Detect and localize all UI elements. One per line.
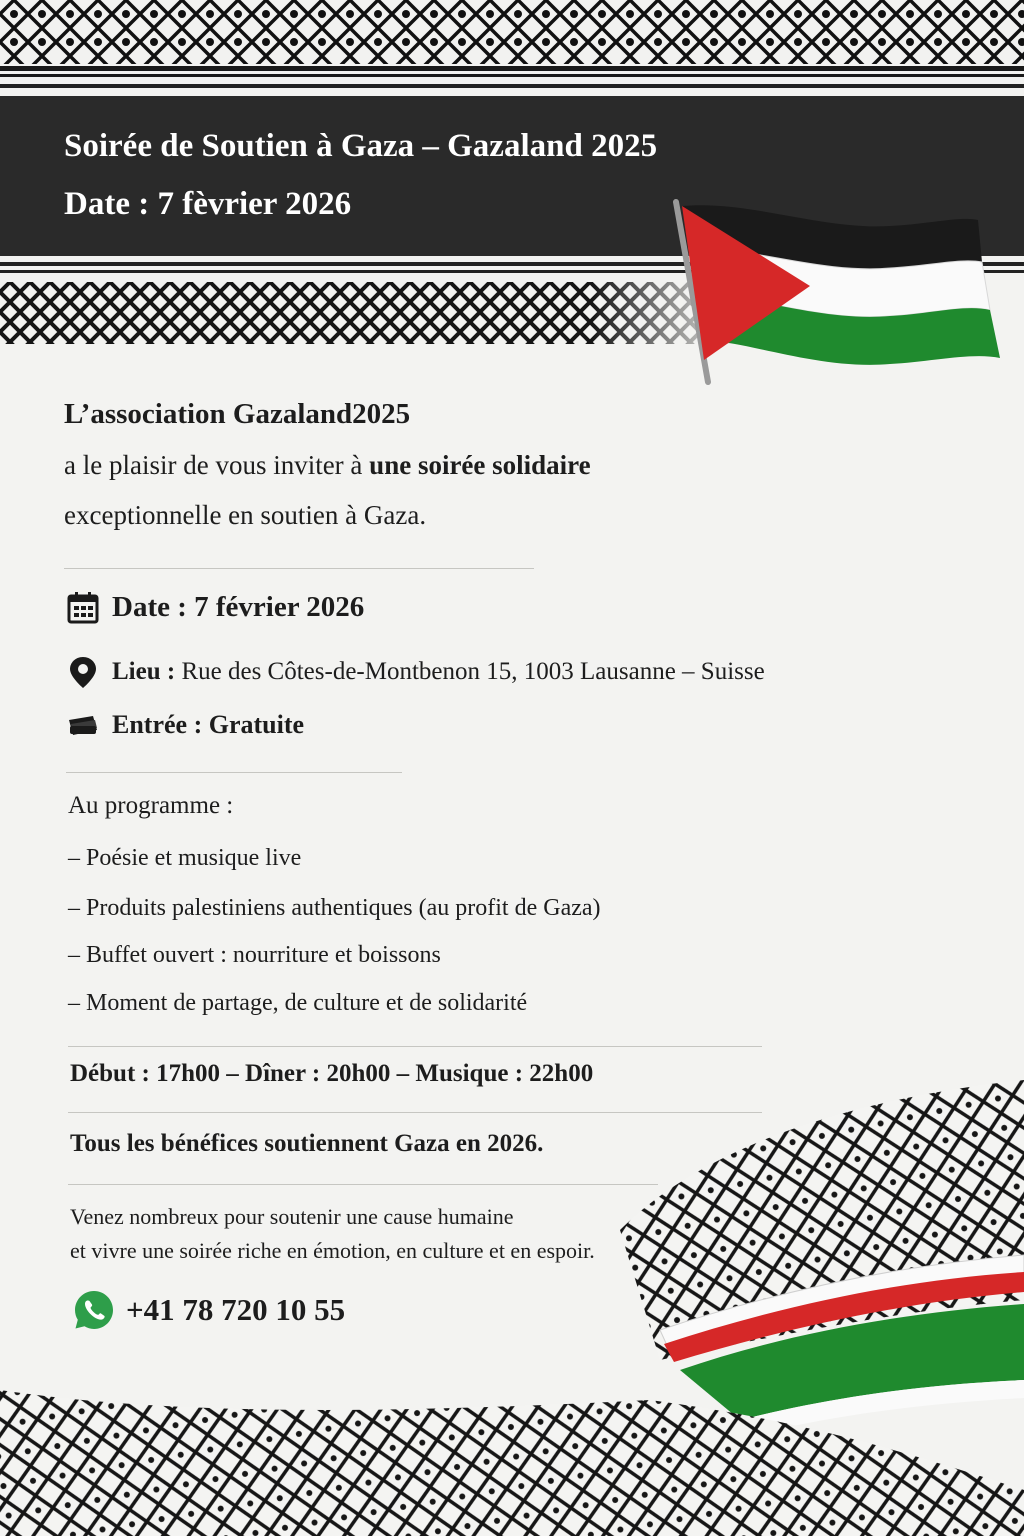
event-title: Soirée de Soutien à Gaza – Gazaland 2025 <box>64 128 658 164</box>
entry-info: Entrée : Gratuite <box>112 710 305 739</box>
intro-emphasis: une soirée solidaire <box>369 450 591 480</box>
place-label: Lieu : <box>112 658 176 685</box>
place-value: Rue des Côtes-de-Montbenon 15, 1003 Lausanne – Suisse <box>181 658 765 685</box>
calendar-icon <box>66 590 100 624</box>
divider <box>66 772 402 773</box>
benefit-note: Tous les bénéfices soutiennent Gaza en 2026. <box>70 1130 544 1157</box>
intro-line: exceptionnelle en soutien à Gaza. <box>64 500 427 530</box>
stripe <box>0 84 1024 88</box>
info-date-row <box>66 590 364 624</box>
palestine-flag-image <box>660 190 1020 400</box>
closing-line: et vivre une soirée riche en émotion, en culture et en espoir. <box>70 1238 595 1263</box>
map-pin-icon <box>66 655 100 689</box>
keffiyeh-pattern-bottom <box>0 1380 1024 1536</box>
program-item: – Produits palestiniens authentiques (au profit de Gaza) <box>68 895 601 921</box>
intro-line <box>64 450 591 481</box>
ticket-icon <box>66 708 100 742</box>
keffiyeh-pattern-top <box>0 0 1024 80</box>
event-date: Date : 7 février 2026 <box>112 590 365 623</box>
contact-phone-row[interactable] <box>72 1288 345 1332</box>
closing-line: Venez nombreux pour soutenir une cause humaine <box>70 1204 514 1229</box>
divider <box>64 568 534 569</box>
program-item: – Buffet ouvert : nourriture et boissons <box>68 942 441 968</box>
keffiyeh-pattern-mid <box>0 282 740 344</box>
association-name: L’association Gazaland2025 <box>64 398 411 430</box>
info-entry-row <box>66 708 304 742</box>
divider <box>68 1184 658 1185</box>
program-title: Au programme : <box>68 792 234 819</box>
info-place-row <box>66 655 765 689</box>
event-date-header: Date : 7 fèvrier 2026 <box>64 186 352 222</box>
divider <box>68 1046 762 1047</box>
whatsapp-icon <box>72 1288 116 1332</box>
program-item: – Poésie et musique live <box>68 845 302 871</box>
schedule: Début : 17h00 – Dîner : 20h00 – Musique : 22h00 <box>70 1060 594 1087</box>
intro-prefix: a le plaisir de vous inviter à <box>64 450 370 480</box>
phone-number[interactable]: +41 78 720 10 55 <box>126 1292 346 1327</box>
program-item: – Moment de partage, de culture et de solidarité <box>68 990 528 1016</box>
